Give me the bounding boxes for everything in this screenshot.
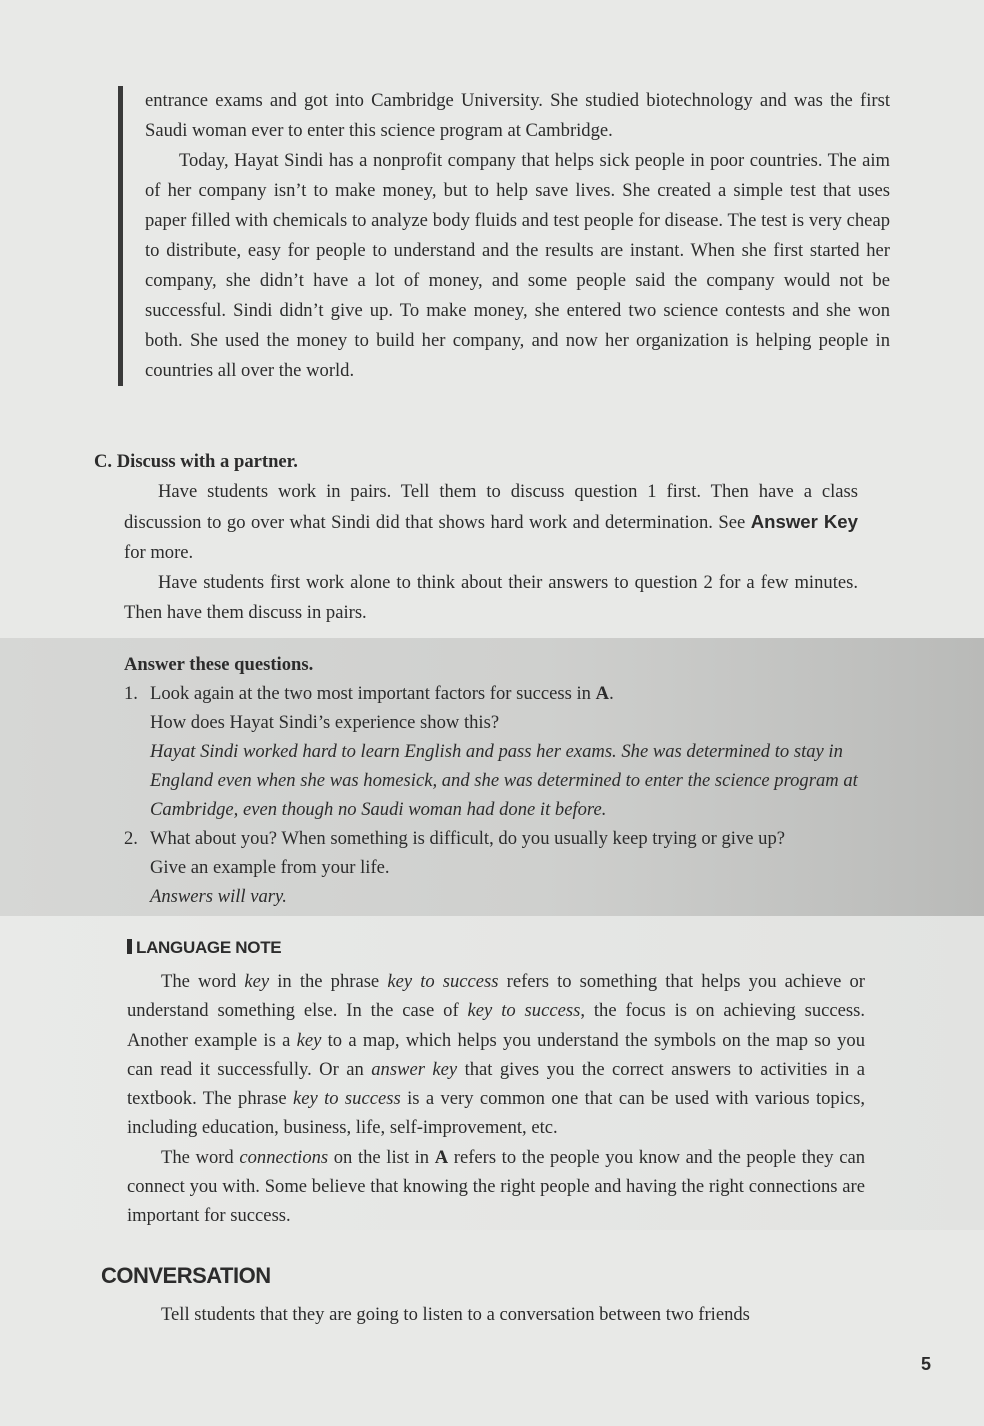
language-note-title-text: LANGUAGE NOTE <box>136 938 282 957</box>
language-note-paragraph-1 <box>127 967 865 1143</box>
conversation-text <box>127 1300 869 1330</box>
language-note-text <box>127 967 865 1231</box>
text-run: The word <box>161 971 245 992</box>
question-text: How does Hayat Sindi’s experience show this? <box>150 712 500 733</box>
text-run: that gives you the correct answers to activities in a textbook. The phrase <box>127 1058 865 1110</box>
text-run: for more. <box>124 542 194 563</box>
section-c-heading: C. Discuss with a partner. <box>94 451 298 472</box>
section-c-paragraph-2: Have students first work alone to think about their answers to question 2 for a few minutes. Then have them discuss in pairs. <box>124 572 858 623</box>
text-run: The word <box>161 1146 240 1168</box>
question-text: Give an example from your life. <box>150 857 390 878</box>
question-text <box>150 679 864 708</box>
question-text: What about you? When something is difficult, do you usually keep trying or give up? <box>150 828 785 849</box>
conversation-title: CONVERSATION <box>101 1263 271 1288</box>
questions-section <box>124 650 864 911</box>
passage-paragraph-2: Today, Hayat Sindi has a nonprofit company that helps sick people in poor countries. The aim of her company isn’t to make money, but to help save lives. She created a simple test that uses paper filled with chemicals to analyze body fluids and test people for disease. The test is very cheap to distribute, easy for people to understand and the results are instant. When she first started her company, she didn’t have a lot of money, and some people said the company would not be successful. Sindi didn’t give up. To make money, she entered two science contests and she won both. She used the money to build her company, and now her organization is helping people in countries all over the world. <box>145 150 890 381</box>
section-c <box>94 447 858 628</box>
text-run-italic: connections <box>239 1146 329 1168</box>
reading-passage <box>118 86 890 386</box>
question-answer: Answers will vary. <box>150 886 287 907</box>
question-number: 1. <box>124 683 138 704</box>
passage-paragraph-1: entrance exams and got into Cambridge University. She studied biotechnology and was the first Saudi woman ever to enter this science program at Cambridge. <box>145 90 890 141</box>
question-number: 2. <box>124 828 138 849</box>
page-number: 5 <box>921 1354 932 1374</box>
question-item <box>124 679 864 824</box>
text-run: on the list in <box>328 1146 435 1168</box>
text-run-bold: A <box>595 683 610 704</box>
text-run: refers to the people you know and the people they can connect you with. Some believe that knowing the right people and having the right connections are important for success. <box>127 1146 866 1227</box>
text-run: , the focus is on achieving success. Another example is a <box>127 1000 866 1051</box>
text-run: refers to something that helps you achieve or understand something else. In the case of <box>127 971 865 1022</box>
question-item <box>124 824 864 911</box>
title-bar-icon <box>127 939 132 954</box>
text-run-italic: key to success <box>387 971 499 992</box>
text-run: . <box>609 683 614 704</box>
text-run: Look again at the two most important factors for success in <box>150 683 596 704</box>
questions-list <box>124 679 864 911</box>
text-run: Have students work in pairs. Tell them to discuss question 1 first. Then have a class discussion to go over what Sindi did that shows hard work and determination. See <box>124 481 858 533</box>
question-answer: Hayat Sindi worked hard to learn English and pass her exams. She was determined to stay in England even when she was homesick, and she was determined to enter the science program at Cambridge, even though no Saudi woman had done it before. <box>150 741 858 820</box>
text-run: to a map, which helps you understand the symbols on the map so you can read it successfully. Or an <box>127 1029 865 1080</box>
text-run-italic: key to success <box>467 1000 581 1022</box>
text-run-italic: key <box>244 971 270 992</box>
text-run: is a very common one that can be used with various topics, including education, business, life, self-improvement, etc. <box>127 1088 866 1139</box>
conversation-paragraph: Tell students that they are going to listen to a conversation between two friends <box>161 1304 750 1325</box>
text-run-italic: key to success <box>292 1088 401 1110</box>
answer-key-reference: Answer Key <box>750 511 858 532</box>
text-run-italic: answer key <box>371 1058 458 1080</box>
text-run-bold: A <box>434 1146 449 1168</box>
text-run: in the phrase <box>269 971 388 992</box>
questions-heading: Answer these questions. <box>124 654 314 675</box>
language-note-title <box>127 938 281 958</box>
section-c-paragraph-1 <box>124 477 858 568</box>
language-note-paragraph-2 <box>127 1143 865 1231</box>
text-run-italic: key <box>296 1029 322 1051</box>
